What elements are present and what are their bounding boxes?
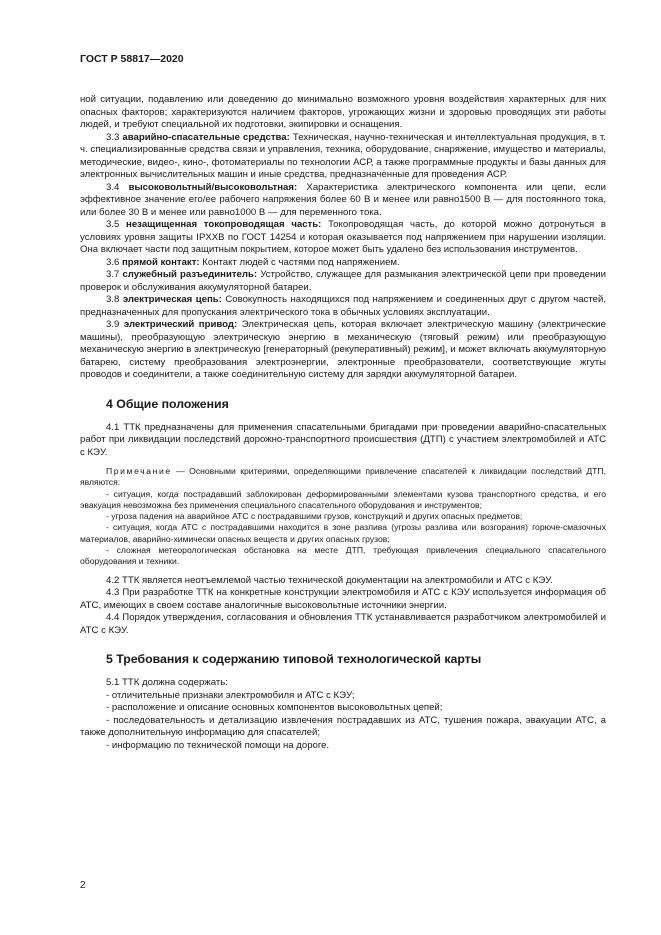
list-item: - расположение и описание основных компонентов высоковольтных цепей; <box>106 702 443 714</box>
note-item: - ситуация, когда пострадавший заблокирован деформированными элементами кузова транспортного средства, и его эвакуация невозможна без применения специального спасательного оборудования и инструментов; <box>80 488 606 510</box>
note-label: Примечание <box>106 466 172 476</box>
definition-3-3: 3.3 аварийно-спасательные средства: Техническая, научно-техническая и интеллектуальная продукция, в т. ч. специализированные средства связи и управления, техника, оборудование, снаряжение, имущество и материалы, методические, видео-, кино-, фотоматериалы по технологии АСР, а также программные продукты и базы данных для электронных вычислительных машин и иные средства, предназначенные для проведения АСР. <box>80 131 606 180</box>
page-number: 2 <box>80 880 86 891</box>
paragraph-4-2: 4.2 ТТК является неотъемлемой частью технической документации на электромобили и АТС с КЭУ. <box>106 574 553 586</box>
definition-3-8: 3.8 электрическая цепь: Совокупность находящихся под напряжением и соединенных друг с другом частей, предназначенных для пропускания электрического тока в обычных условиях эксплуатации. <box>80 294 607 318</box>
note-item: - ситуация, когда АТС с пострадавшими находится в зоне разлива (угрозы разлива или возгорания) горюче-смазочных материалов, аварийно-химически опасных веществ и других опасных грузов; <box>80 522 606 544</box>
list-item: - информацию по технической помощи на дороге. <box>106 739 330 751</box>
note-4: Примечание — Основными критериями, определяющими привлечение спасателей к ликвидации последствий ДТП, являются: <box>80 466 606 488</box>
definition-3-9: 3.9 электрический привод: Электрическая цепь, которая включает электрическую машину (электрические машины), преобразующую электрическую энергию в механическую (тяговый режим) или преобразующую механическую энергию в электрическую [генераторный (рекуперативный) режим], и может включать аккумуляторную батарею, систему преобразования электроэнергии, электронные преобразователи, соответствующие жгуты проводов и соединители, а также соединительную систему для зарядки аккумуляторной батареи. <box>80 319 606 380</box>
section-5-heading: 5 Требования к содержанию типовой технологической карты <box>106 652 482 667</box>
list-item: - отличительные признаки электромобиля и АТС с КЭУ; <box>106 689 355 701</box>
paragraph-4-3: 4.3 При разработке ТТК на конкретные конструкции электромобиля и АТС с КЭУ используется информация об АТС, имеющих в своем составе аналогичные высоковольтные источники энергии. <box>80 587 606 611</box>
definition-3-4: 3.4 высоковольтный/высоковольтная: Характеристика электрического компонента или цепи, если эффективное значение его/ее рабочего напряжения более 60 В и менее или равно1500 В — для постоянного тока, или более 30 В и менее или равно1000 В — для переменного тока. <box>80 181 606 218</box>
document-header: ГОСТ Р 58817—2020 <box>80 53 184 65</box>
paragraph-4-1: 4.1 ТТК предназначены для применения спасательными бригадами при проведении аварийно-спасательных работ при ликвидации последствий дорожно-транспортного происшествия (ДТП) с участием электромобилей и АТС с КЭУ. <box>80 421 606 458</box>
page-content <box>80 94 606 752</box>
definition-3-6: 3.6 прямой контакт: Контакт людей с частями под напряжением. <box>106 256 400 268</box>
intro-paragraph: ной ситуации, подавлению или доведению до минимально возможного уровня воздействия характерных для них опасных факторов; характеризуются наличием факторов, угрожающих жизни и здоровью проводящих эти работы людей, и требуют специальной их подготовки, экипировки и оснащения. <box>80 94 606 130</box>
definition-3-5: 3.5 незащищенная токопроводящая часть: Токопроводящая часть, до которой можно дотронуться в условиях уровня защиты IPXXB по ГОСТ 14254 и которая оказывается под напряжением при нарушении изоляции. Она включает части под защитным покрытием, которое может быть удалено без использования инструментов. <box>80 219 606 255</box>
definition-3-7: 3.7 служебный разъединитель: Устройство, служащее для размыкания электрической цепи при проведении проверок и обслуживания аккумуляторной батареи. <box>80 269 606 293</box>
list-item: - последовательность и детализацию извлечения пострадавших из АТС, тушения пожара, эвакуации АТС, а также дополнительную информацию для спасателей; <box>80 714 606 739</box>
paragraph-4-4: 4.4 Порядок утверждения, согласования и обновления ТТК устанавливается разработчиком электромобилей и АТС с КЭУ. <box>80 612 606 636</box>
note-item: - сложная метеорологическая обстановка на месте ДТП, требующая привлечения специального спасательного оборудования и техники. <box>80 545 606 567</box>
section-4-heading: 4 Общие положения <box>106 396 229 411</box>
note-item: - угроза падения на аварийное АТС с пострадавшими грузов, конструкций и других опасных предметов; <box>106 511 523 522</box>
paragraph-5-1: 5.1 ТТК должна содержать: <box>106 677 228 689</box>
